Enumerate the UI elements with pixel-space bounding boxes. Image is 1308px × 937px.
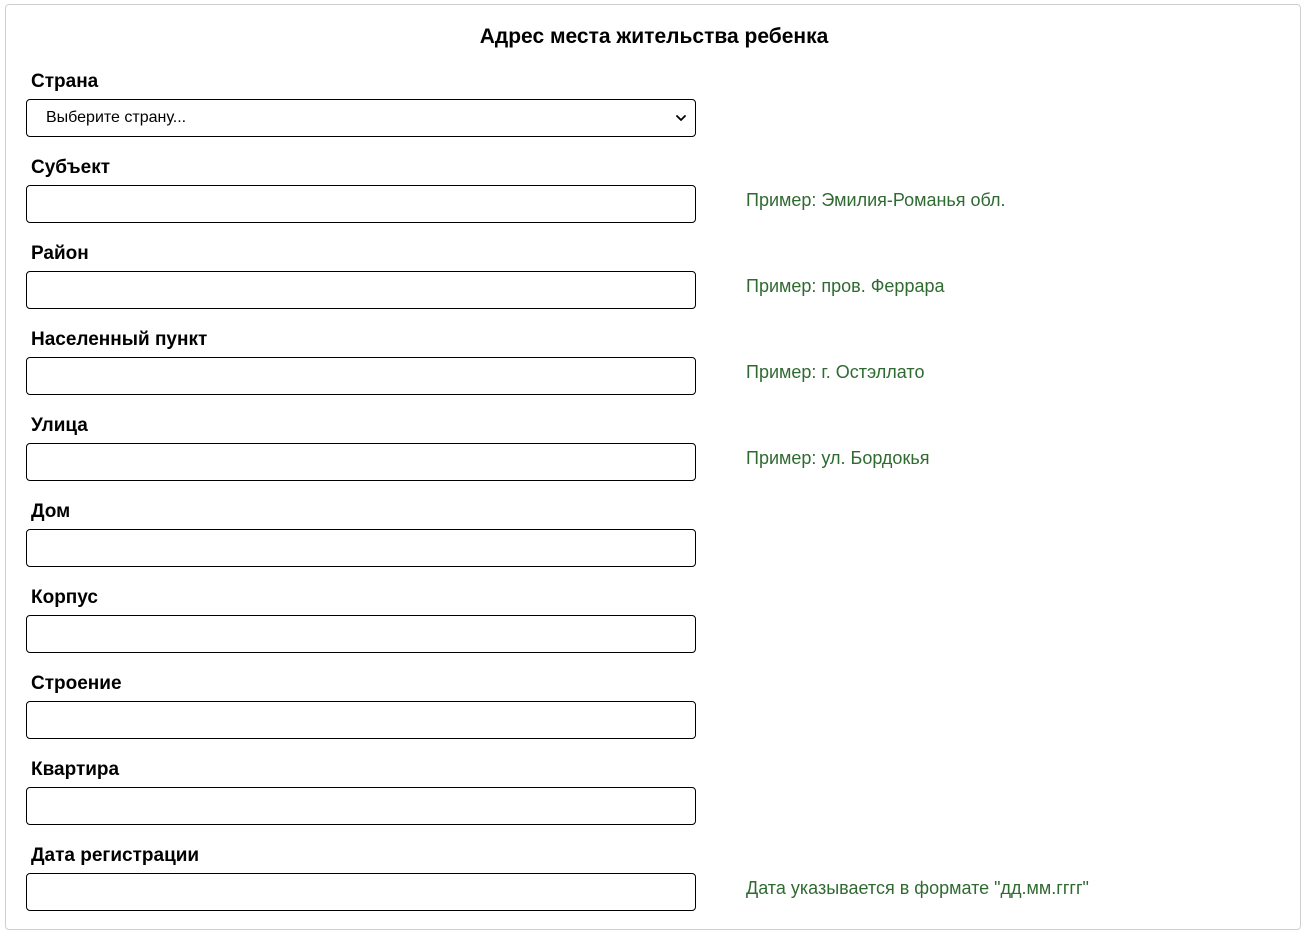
country-select[interactable] bbox=[26, 99, 696, 137]
form-title: Адрес места жительства ребенка bbox=[479, 25, 829, 48]
chevron-down-icon bbox=[675, 112, 687, 124]
country-label: Страна bbox=[31, 71, 99, 92]
street-hint: Пример: ул. Бордокья bbox=[746, 448, 930, 468]
locality-input[interactable] bbox=[26, 357, 696, 395]
district-label: Район bbox=[31, 243, 89, 264]
block-label: Корпус bbox=[31, 587, 98, 608]
country-select-value: Выберите страну... bbox=[46, 109, 187, 126]
building-label: Строение bbox=[31, 673, 122, 694]
registration-date-label: Дата регистрации bbox=[31, 845, 200, 866]
region-label: Субъект bbox=[31, 157, 111, 178]
building-input[interactable] bbox=[26, 701, 696, 739]
district-hint: Пример: пров. Феррара bbox=[746, 276, 945, 296]
registration-date-hint: Дата указывается в формате "дд.мм.гггг" bbox=[746, 878, 1089, 898]
apartment-input[interactable] bbox=[26, 787, 696, 825]
street-label: Улица bbox=[31, 415, 88, 436]
locality-hint: Пример: г. Остэллато bbox=[746, 362, 925, 382]
registration-date-input[interactable] bbox=[26, 873, 696, 911]
house-label: Дом bbox=[31, 501, 71, 522]
house-input[interactable] bbox=[26, 529, 696, 567]
block-input[interactable] bbox=[26, 615, 696, 653]
apartment-label: Квартира bbox=[31, 759, 120, 780]
region-hint: Пример: Эмилия-Романья обл. bbox=[746, 190, 1006, 210]
street-input[interactable] bbox=[26, 443, 696, 481]
district-input[interactable] bbox=[26, 271, 696, 309]
region-input[interactable] bbox=[26, 185, 696, 223]
locality-label: Населенный пункт bbox=[31, 329, 208, 350]
